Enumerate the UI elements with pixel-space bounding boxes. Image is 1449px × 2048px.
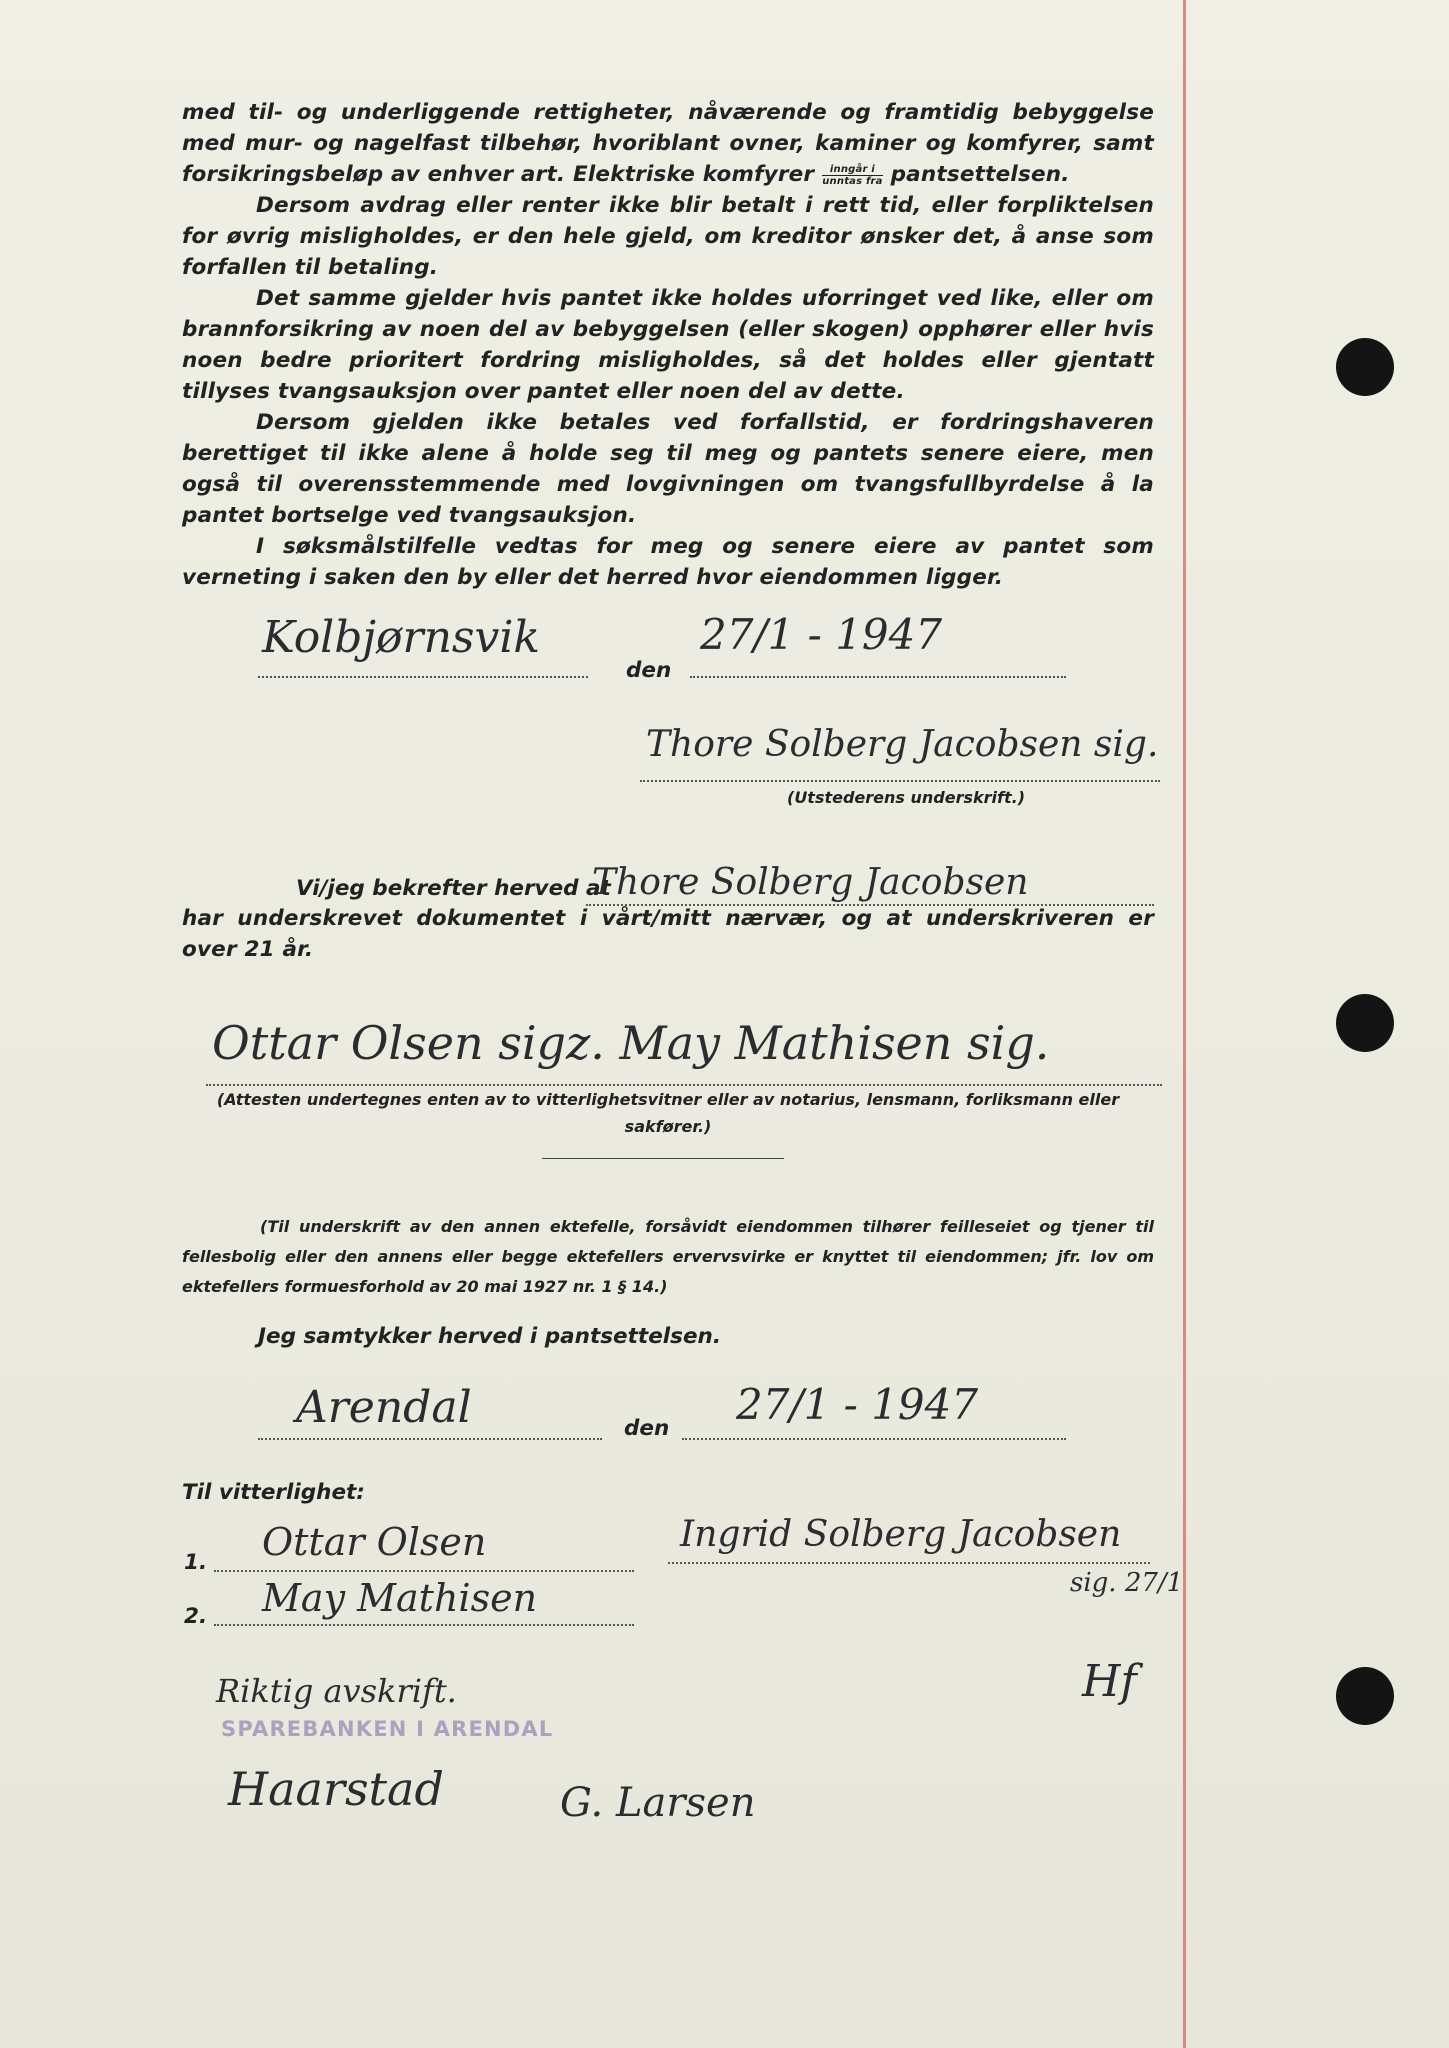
section-divider <box>542 1158 784 1159</box>
witness-1-name: Ottar Olsen <box>262 1520 487 1564</box>
bank-stamp: SPAREBANKEN I ARENDAL <box>221 1717 554 1741</box>
til-vitterlighet: Til vitterlighet: <box>182 1480 365 1505</box>
date-1-line <box>690 676 1066 678</box>
mortgage-terms <box>182 97 1154 593</box>
confirm-body: har underskrevet dokumentet i vårt/mitt nærvær, og at underskriveren er over 21 år. <box>182 906 1154 962</box>
binder-hole-middle <box>1336 994 1394 1052</box>
witness-signatures: Ottar Olsen sigz. May Mathisen sig. <box>212 1016 1050 1070</box>
bank-signature-1: Haarstad <box>228 1762 444 1816</box>
bank-signature-2: G. Larsen <box>560 1780 756 1826</box>
margin-rule <box>1183 0 1186 2048</box>
attest-note: (Attesten undertegnes enten av to vitterlighetsvitner eller av notarius, lensmann, forliksmann eller sakfører.) <box>216 1090 1120 1136</box>
witness-2-name: May Mathisen <box>262 1576 538 1620</box>
confirm-prefix: Vi/jeg bekrefter herved at <box>296 876 611 901</box>
witness-1-number: 1. <box>184 1550 208 1575</box>
terms-paragraph-3: Det samme gjelder hvis pantet ikke holdes uforringet ved like, eller om brannforsikring av noen del av bebyggelsen (eller skogen) opphører eller hvis noen bedre prioritert fordring misligholdes, så det holdes eller gjentatt tillyses tvangsauksjon over pantet eller noen del av dette. <box>182 286 1154 404</box>
date-2-line <box>682 1438 1066 1440</box>
terms-paragraph-2: Dersom avdrag eller renter ikke blir betalt i rett tid, eller forpliktelsen for øvrig misligholdes, er den hele gjeld, om kreditor ønsker det, å anse som forfallen til betaling. <box>182 193 1154 280</box>
binder-hole-top <box>1336 338 1394 396</box>
terms-paragraph-5: I søksmålstilfelle vedtas for meg og senere eiere av pantet som verneting i saken den by eller det herred hvor eiendommen ligger. <box>182 534 1154 590</box>
spouse-initials: Hf <box>1082 1656 1137 1707</box>
spouse-sig-suffix: sig. 27/1 <box>1070 1568 1184 1598</box>
date-1-handwritten: 27/1 - 1947 <box>700 610 943 659</box>
witness-1-line <box>214 1570 634 1572</box>
den-label-2: den <box>624 1416 670 1441</box>
binder-hole-bottom <box>1336 1667 1394 1725</box>
spouse-note: (Til underskrift av den annen ektefelle, forsåvidt eiendommen tilhører feilleseiet og tjener til fellesbolig eller den annens eller begge ektefellers ervervsvirke er knyttet til eiendommen; jfr. lov om ektefellers formuesforhold av 20 mai 1927 nr. 1 § 14.) <box>182 1217 1154 1296</box>
witness-2-line <box>214 1624 634 1626</box>
copy-note: Riktig avskrift. <box>216 1672 457 1710</box>
place-2-line <box>258 1438 602 1440</box>
place-1-handwritten: Kolbjørnsvik <box>262 612 541 663</box>
spouse-signature: Ingrid Solberg Jacobsen <box>680 1514 1122 1555</box>
confirm-name-handwritten: Thore Solberg Jacobsen <box>592 862 1029 903</box>
place-1-line <box>258 676 588 678</box>
den-label-1: den <box>626 658 672 683</box>
issuer-signature: Thore Solberg Jacobsen sig. <box>646 724 1159 765</box>
issuer-signature-line <box>640 780 1160 782</box>
place-2-handwritten: Arendal <box>296 1382 472 1433</box>
fraction-choice: $\frac{\text{inngår i}}{\text{unntas fra}}$ <box>822 163 883 187</box>
terms-paragraph-4: Dersom gjelden ikke betales ved forfallstid, er fordringshaveren berettiget til ikke alene å holde seg til meg og pantets senere eiere, men også til overensstemmende med lovgivningen om tvangsfullbyrdelse å la pantet bortselge ved tvangsauksjon. <box>182 410 1154 528</box>
terms-paragraph-1: med til- og underliggende rettigheter, nåværende og framtidig bebyggelse med mur- og nagelfast tilbehør, hvoriblant ovner, kaminer og komfyrer, samt forsikringsbeløp av enhver art. Elektriske komfyrer $\frac{\text{inngår i}}{\text{unntas fra}}$ pantsettelsen. <box>182 100 1154 187</box>
consent-text: Jeg samtykker herved i pantsettelsen. <box>258 1324 721 1349</box>
issuer-caption: (Utstederens underskrift.) <box>787 788 1026 807</box>
date-2-handwritten: 27/1 - 1947 <box>736 1380 979 1429</box>
witness-2-number: 2. <box>184 1604 208 1629</box>
spouse-signature-line <box>668 1562 1150 1564</box>
